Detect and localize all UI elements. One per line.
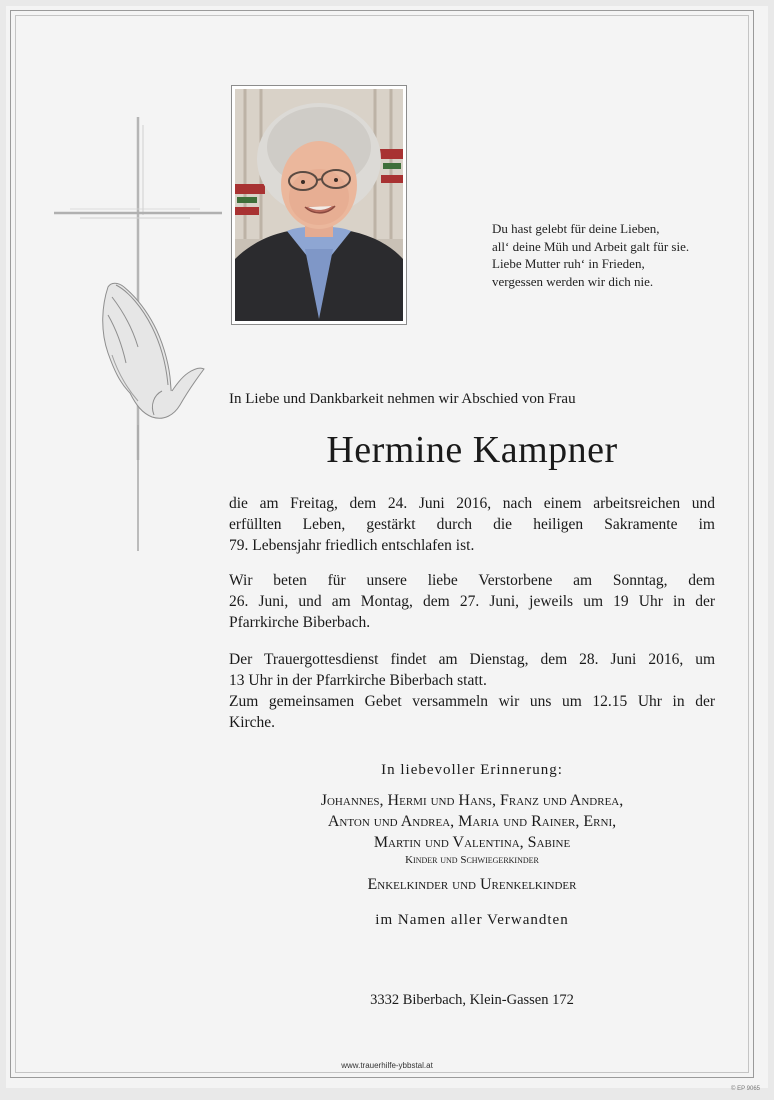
paragraph-line: Zum gemeinsamen Gebet versammeln wir uns um 12.15 Uhr in der xyxy=(229,693,715,710)
poem-line: all‘ deine Müh und Arbeit galt für sie. xyxy=(492,238,690,254)
paragraph-line: Kirche. xyxy=(229,714,276,731)
paragraph-line: 79. Lebensjahr friedlich entschlafen ist. xyxy=(229,537,475,554)
cross-with-praying-hands-icon xyxy=(50,115,230,555)
paragraph-line: 26. Juni, und am Montag, dem 27. Juni, jeweils um 19 Uhr in der xyxy=(229,593,715,610)
poem-line: Du hast gelebt für deine Lieben, xyxy=(492,221,660,236)
paragraph-line: 13 Uhr in der Pfarrkirche Biberbach statt. xyxy=(229,672,487,689)
deceased-name: Hermine Kampner xyxy=(326,429,618,471)
paragraph-line: Pfarrkirche Biberbach. xyxy=(229,614,371,631)
address: 3332 Biberbach, Klein-Gassen 172 xyxy=(370,992,574,1008)
paragraph-line: Wir beten für unsere liebe Verstorbene am Sonntag, dem xyxy=(229,572,715,589)
prayer-paragraph xyxy=(229,570,715,633)
family-line: Anton und Andrea, Maria und Rainer, Erni, xyxy=(327,813,617,830)
intro-text: In Liebe und Dankbarkeit nehmen wir Abschied von Frau xyxy=(229,391,576,407)
family-relation: Kinder und Schwiegerkinder xyxy=(405,854,539,866)
portrait-photo xyxy=(231,85,407,325)
paragraph-line: Der Trauergottesdienst findet am Dienstag, dem 28. Juni 2016, um xyxy=(229,651,715,668)
family-line: Martin und Valentina, Sabine xyxy=(373,834,571,851)
death-notice-paragraph xyxy=(229,493,715,556)
relatives-line: im Namen aller Verwandten xyxy=(375,912,569,928)
paragraph-line: erfüllten Leben, gestärkt durch die heiligen Sakramente im xyxy=(229,516,715,533)
website-footer: www.trauerhilfe-ybbstal.at xyxy=(341,1061,433,1070)
paragraph-line: die am Freitag, dem 24. Juni 2016, nach einem arbeitsreichen und xyxy=(229,495,715,512)
memory-heading: In liebevoller Erinnerung: xyxy=(381,762,563,778)
print-code: © EP 9065 xyxy=(731,1086,760,1092)
poem xyxy=(492,220,732,290)
funeral-service-paragraph xyxy=(229,649,715,733)
family-line: Johannes, Hermi und Hans, Franz und Andrea, xyxy=(320,792,624,809)
grandchildren-line: Enkelkinder und Urenkelkinder xyxy=(367,876,577,893)
poem-line: Liebe Mutter ruh‘ in Frieden, xyxy=(492,256,645,271)
poem-line: vergessen werden wir dich nie. xyxy=(492,273,654,289)
family-list xyxy=(229,790,715,867)
portrait-image xyxy=(235,89,403,321)
